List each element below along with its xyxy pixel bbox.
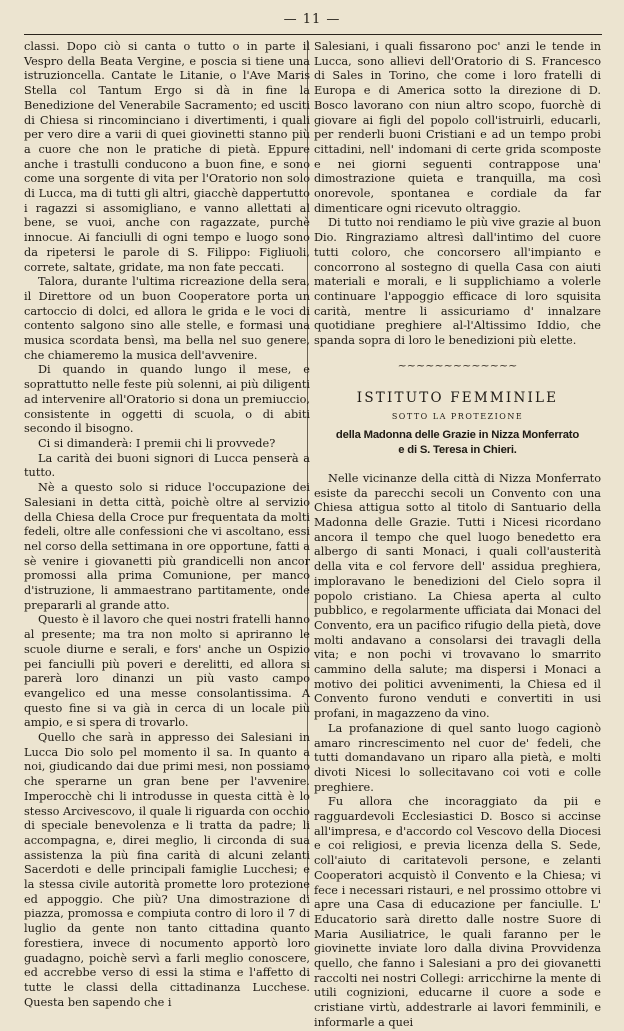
paragraph: La carità dei buoni signori di Lucca penserà a tutto.	[24, 451, 310, 480]
section-subtitle: SOTTO LA PROTEZIONE	[391, 412, 524, 422]
paragraph: Questo è il lavoro che quei nostri fratelli hanno al presente; ma tra non molto si apriranno le scuole diurne e serali, e fors' anche un Ospizio pei fanciulli più poveri e derelitti, ed allora si parerà loro dinanzi un più vasto campo evangelico ed una messe consolantissima. A questo fine si va già in cerca di un locale più ampio, e si spera di trovarlo.	[24, 613, 310, 730]
section-title: ISTITUTO FEMMINILE	[356, 390, 559, 407]
paragraph: Ci si dimanderà: I premii chi li provvede?	[38, 436, 276, 450]
paragraph: Nelle vicinanze della città di Nizza Monferrato esiste da parecchi secoli un Convento con una Chiesa attigua sotto al titolo di Santuario della Madonna delle Grazie. Tutti i Nicesi ricordano ancora il tempo che quel luogo benedetto era albergo di santi Monaci, i quali coll'austerità della vita e col fervore dell' assidua preghiera, imploravano le benedizioni del Cielo sopra il popolo cristiano. La Chiesa aperta al culto pubblico, e regolarmente ufficiata dai Monaci del Convento, era un pacifico rifugio della pietà, dove molti andavano a consolarsi dei travagli della vita; e non pochi vi trovavano lo smarrito cammino della salute; ma dispersi i Monaci a motivo dei politici avvenimenti, la Chiesa ed il Convento furono venduti e convertiti in usi profani, in magazzeno da vino.	[314, 471, 601, 721]
paragraph: Quello che sarà in appresso dei Salesiani in Lucca Dio solo pel momento il sa. In quanto a noi, giudicando dai due primi mesi, non possiamo che sperarne un gran bene per l'avvenire. Imperocchè chi li introdusse in questa città è lo stesso Arcivescovo, il quale li riguarda con occhio di speciale benevolenza e li tratta da padre; li accompagna, e, direi meglio, li circonda di sua assistenza la più fina carità di alcuni zelanti Sacerdoti e delle principali famiglie Lucchesi; e la stessa civile autorità promette loro protezione ed appoggio. Che più? Una dimostrazione di piazza, promossa e compiuta contro di loro il 7 di luglio da gente non tanto cittadina quanto forestiera, invece di nocumento apportò loro guadagno, poichè servì a farli meglio conoscere, ed accrebbe verso di essi la stima e l'affetto di tutte le classi della cittadinanza Lucchese. Questa ben sapendo che i	[24, 731, 310, 1009]
paragraph: Fu allora che incoraggiato da pii e ragguardevoli Ecclesiastici D. Bosco si accinse all'impresa, e d'accordo col Vescovo della Diocesi e coi religiosi, e previa licenza della S. Sede, coll'aiuto di caritatevoli persone, e zelanti Cooperatori acquistò il Convento e la Chiesa; vi fece i necessari ristauri, e nel prossimo ottobre vi apre una Casa di educazione per fanciulle. L' Educatorio sarà diretto dalle nostre Suore di Maria Ausiliatrice, le quali faranno per le giovinette inviate loro dalla divina Provvidenza quello, che fanno i Salesiani a pro dei giovanetti raccolti nei nostri Collegi: arricchirne la mente di utili cognizioni, educarne il cuore a sode e cristiane virtù, addestrarle ai lavori femminili, e informarle a quei	[314, 795, 601, 1029]
paragraph: Di quando in quando lungo il mese, e soprattutto nelle feste più solenni, ai più diligenti ad intervenire all'Oratorio si dona un premiuccio, consistente in oggetti di scuola, o di abiti secondo il bisogno.	[24, 363, 310, 436]
left-column	[24, 40, 310, 1010]
paragraph: Talora, durante l'ultima ricreazione della sera, il Direttore od un buon Cooperatore porta un cartoccio di dolci, ed allora le grida e le voci di contento salgono sino alle stelle, e formasi una musica scordata bensì, ma bella nel suo genere, che chiameremo la musica dell'avvenire.	[24, 275, 310, 362]
paragraph: Salesiani, i quali fissarono poc' anzi le tende in Lucca, sono allievi dell'Oratorio di S. Francesco di Sales in Torino, che come i loro fratelli di Europa e di America sotto la direzione di D. Bosco lavorano con niun altro scopo, fuorchè di giovare ai figli del popolo coll'istruirli, educarli, per renderli buoni Cristiani e ad un tempo probi cittadini, nell' indomani di certe grida scomposte e nei giorni seguenti contrappose una' dimostrazione quieta e tranquilla, ma così onorevole, spontanea e cordiale da far dimenticare ogni ricevuto oltraggio.	[314, 40, 601, 215]
section-ornament: ~~~~~~~~~~~~~	[397, 358, 518, 372]
paragraph: Nè a questo solo si riduce l'occupazione dei Salesiani in detta città, poichè oltre al servizio della Chiesa della Croce pur frequentata da molti fedeli, oltre alle confessioni che vi ascoltano, essi nel corso della settimana in ore opportune, fatti a sè venire i giovanetti più grandicelli non ancor promossi alla prima Comunione, per manco d'istruzione, li ammaestrano partitamente, onde prepararli al grande atto.	[24, 481, 310, 612]
header-rule	[24, 34, 602, 35]
right-column	[314, 40, 601, 1031]
section-dedication	[314, 428, 601, 458]
dedication-line: della Madonna delle Grazie in Nizza Monferrato	[335, 428, 580, 441]
paragraph: Di tutto noi rendiamo le più vive grazie al buon Dio. Ringraziamo altresì dall'intimo del cuore tutti coloro, che concorsero all'impianto e concorrono al sostegno di quella Casa con aiuti materiali e morali, e li supplichiamo a volerle continuare l'appoggio efficace di loro squisita carità, mentre li assicuriamo d' innalzare quotidiane preghiere al-l'Altissimo Iddio, che spanda sopra di loro le benedizioni più elette.	[314, 216, 601, 348]
page-number: — 11 —	[283, 12, 341, 27]
paragraph: classi. Dopo ciò si canta o tutto o in parte il Vespro della Beata Vergine, e poscia si tiene una istruzioncella. Cantate le Litanie, o l'Ave Maris Stella col Tantum Ergo si dà in fine la Benedizione del Venerabile Sacramento; ed usciti di Chiesa si rincominciano i divertimenti, i quali per vero dire a varii di quei giovinetti stanno più a cuore che non le pratiche di pietà. Eppure anche i trastulli conducono a buon fine, e sono come una sorgente di vita per l'Oratorio non solo di Lucca, ma di tutti gli altri, giacchè dappertutto i ragazzi si assomigliano, e vanno allettati al bene, se vuoi, anche con ragazzate, purchè innocue. Ai fanciulli di ogni tempo e luogo sono da ripetersi le parole di S. Filippo: Figliuoli, correte, saltate, gridate, ma non fate peccati.	[24, 40, 310, 274]
paragraph: La profanazione di quel santo luogo cagionò amaro rincrescimento nel cuor de' fedeli, che tutti domandavano un riparo alla pietà, e molti divoti Nicesi lo sollecitavano coi voti e colle preghiere.	[314, 721, 601, 794]
dedication-line: e di S. Teresa in Chieri.	[398, 443, 517, 456]
